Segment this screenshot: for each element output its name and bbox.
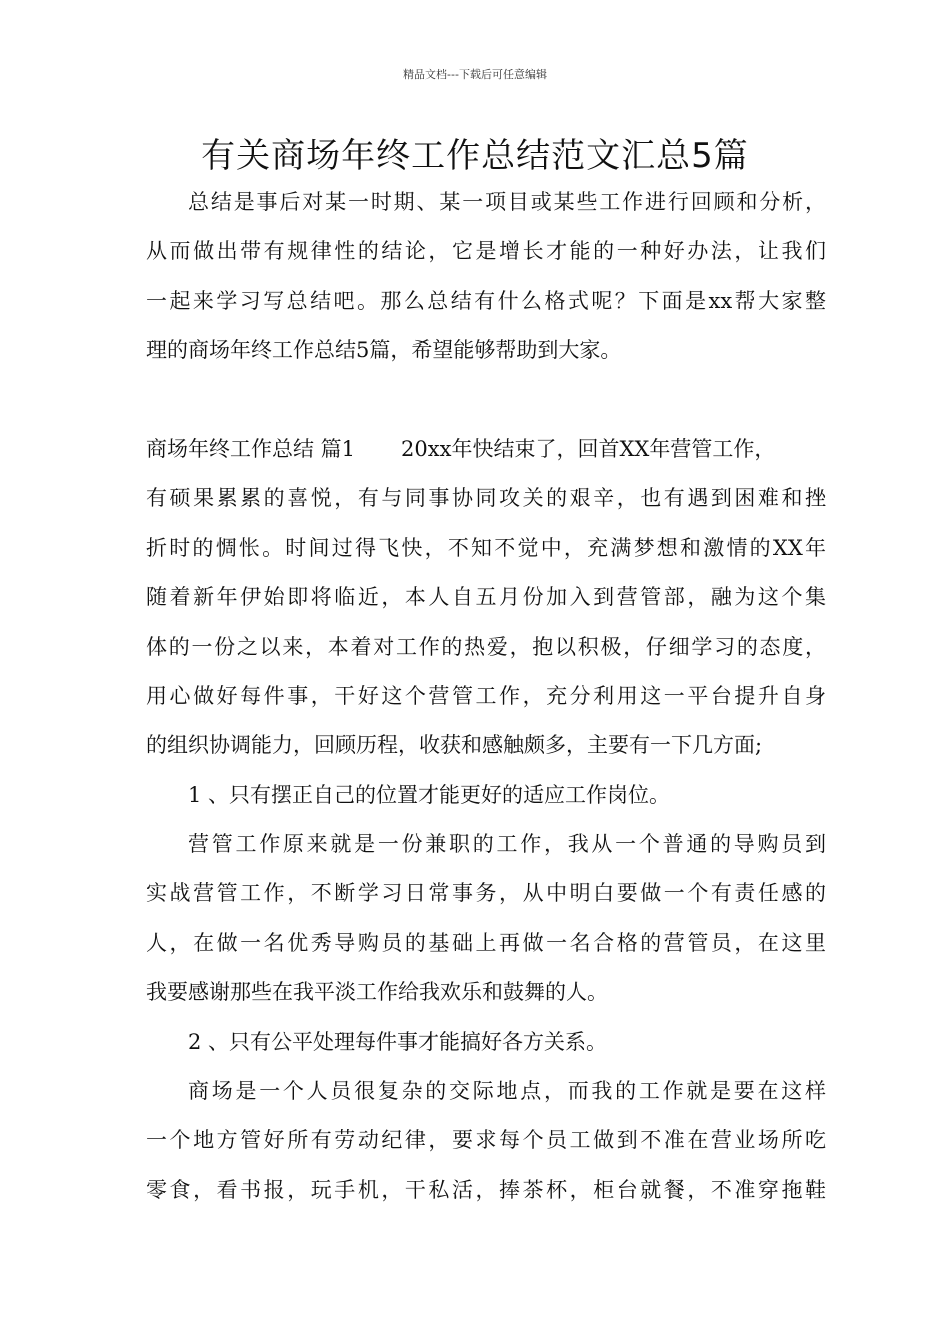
text-line: 总结是事后对某一时期、某一项目或某些工作进行回顾和分析， bbox=[188, 190, 826, 214]
text-line: 商场是一个人员很复杂的交际地点，而我的工作就是要在这样 bbox=[188, 1079, 826, 1104]
text-line: 从而做出带有规律性的结论，它是增长才能的一种好办法，让我们 bbox=[146, 239, 826, 264]
list-item: 1 、只有摆正自己的位置才能更好的适应工作岗位。 bbox=[188, 782, 671, 807]
text-line: 随着新年伊始即将临近，本人自五月份加入到营管部，融为这个集 bbox=[146, 585, 826, 610]
text-line: 我要感谢那些在我平淡工作给我欢乐和鼓舞的人。 bbox=[146, 980, 608, 1005]
text-line: 体的一份之以来，本着对工作的热爱，抱以积极，仔细学习的态度， bbox=[146, 634, 826, 659]
text-line: 一起来学习写总结吧。那么总结有什么格式呢？下面是xx帮大家整 bbox=[146, 288, 826, 313]
page-title: 有关商场年终工作总结范文汇总5篇 bbox=[201, 136, 749, 176]
text-line: 实战营管工作，不断学习日常事务，从中明白要做一个有责任感的 bbox=[146, 881, 826, 906]
header-note: 精品文档---下载后可任意编辑 bbox=[403, 68, 547, 81]
section-heading-line bbox=[146, 425, 826, 474]
section-heading: 商场年终工作总结 篇1 bbox=[146, 436, 356, 461]
list-item: 2 、只有公平处理每件事才能搞好各方关系。 bbox=[188, 1029, 608, 1054]
text-line: 一个地方管好所有劳动纪律，要求每个员工做到不准在营业场所吃 bbox=[146, 1128, 826, 1153]
text-line: 人，在做一名优秀导购员的基础上再做一名合格的营管员，在这里 bbox=[146, 930, 826, 955]
text-line: 用心做好每件事，干好这个营管工作，充分利用这一平台提升自身 bbox=[146, 683, 826, 708]
document-body bbox=[146, 178, 826, 1215]
text-line: 有硕果累累的喜悦，有与同事协同攻关的艰辛，也有遇到困难和挫 bbox=[146, 486, 826, 511]
text-line: 营管工作原来就是一份兼职的工作，我从一个普通的导购员到 bbox=[188, 832, 826, 857]
text-line: 零食，看书报，玩手机，干私活，捧茶杯，柜台就餐，不准穿拖鞋 bbox=[146, 1177, 826, 1202]
text-line: 理的商场年终工作总结5篇，希望能够帮助到大家。 bbox=[146, 338, 622, 363]
text-line: 折时的惆怅。时间过得飞快，不知不觉中，充满梦想和激情的XX年 bbox=[146, 535, 826, 560]
text-line: 的组织协调能力，回顾历程，收获和感触颇多，主要有一下几方面; bbox=[146, 733, 763, 758]
text-line: 20xx年快结束了，回首XX年营管工作， bbox=[401, 436, 776, 461]
paragraph-gap bbox=[146, 376, 826, 425]
